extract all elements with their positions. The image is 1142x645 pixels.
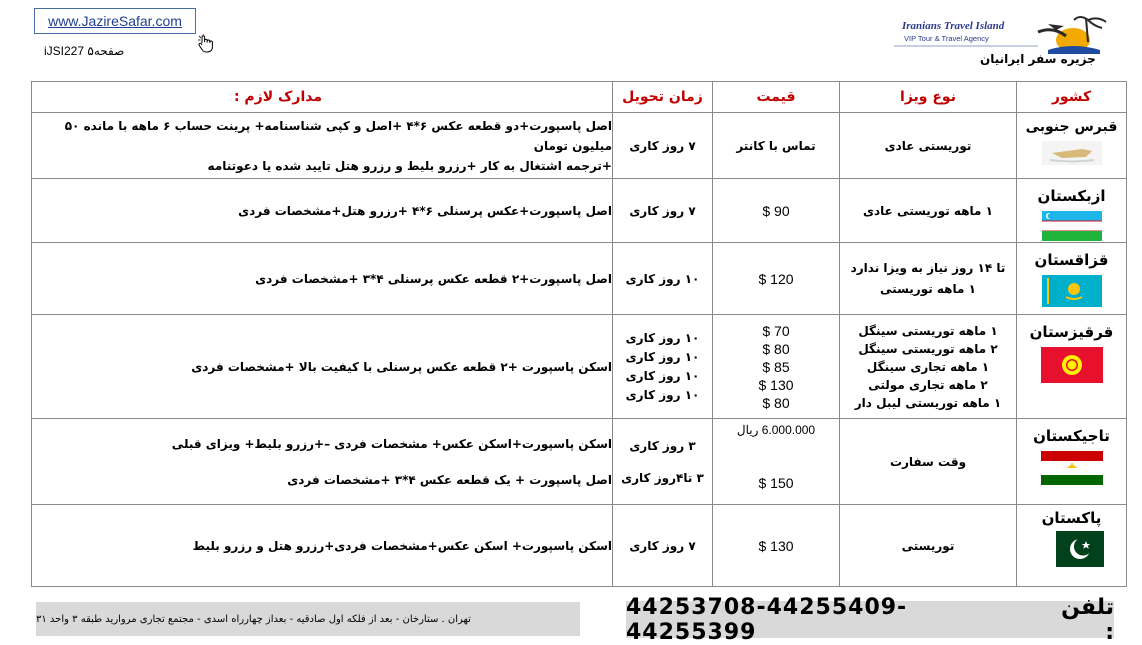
country-name: تاجیکستان (1017, 427, 1126, 445)
country-cell (1017, 315, 1127, 419)
table-row (32, 315, 1127, 419)
documents-cell (32, 113, 613, 179)
visa-type-line: توریستی عادی (840, 139, 1016, 153)
table-row (32, 179, 1127, 243)
visa-type-cell (840, 505, 1017, 587)
visa-type-line: ۱ ماهه توریستی سینگل (840, 322, 1016, 340)
visa-type-cell (840, 419, 1017, 505)
visa-type-line: ۲ ماهه توریستی سینگل (840, 340, 1016, 358)
price-cell (713, 505, 840, 587)
documents-line: اسکن پاسپورت+ اسکن عکس+مشخصات فردی+رزرو هتل و رزرو بلیط (32, 536, 612, 556)
visa-type-cell (840, 315, 1017, 419)
table-row (32, 419, 1127, 505)
duration-cell (613, 179, 713, 243)
duration-cell (613, 243, 713, 315)
duration-line: ۳ تا۴روز کاری (613, 471, 712, 485)
documents-line: اصل پاسپورت+عکس پرسنلی ۶*۴ +رزرو هتل+مشخصات فردی (32, 201, 612, 221)
documents-line: اسکن پاسپورت +۲ قطعه عکس پرسنلی با کیفیت بالا +مشخصات فردی (32, 357, 612, 377)
page-number (38, 44, 124, 58)
price-cell (713, 315, 840, 419)
country-name: قبرس جنوبی (1017, 119, 1126, 135)
duration-cell (613, 315, 713, 419)
price-cell (713, 113, 840, 179)
price-line: 130 $ (713, 538, 839, 554)
header-price: قیمت (713, 82, 840, 113)
website-link-box[interactable]: www.JazireSafar.com (34, 8, 196, 34)
price-cell (713, 419, 840, 505)
duration-cell (613, 113, 713, 179)
address-box (36, 602, 580, 636)
address-text: تهران . ستارخان - بعد از فلکه اول صادقیه - بعداز چهارراه اسدی - مجتمع تجاری مرواريد طبقه ۳ واحد ۳۱ (36, 614, 471, 625)
visa-type-line: ۲ ماهه تجاری مولتی (840, 376, 1016, 394)
header-country: کشور (1017, 82, 1127, 113)
duration-line: ۱۰ روز کاری (613, 386, 712, 405)
header-visa-type: نوع ویزا (840, 82, 1017, 113)
documents-cell (32, 505, 613, 587)
documents-line: اصل پاسپورت+۲ قطعه عکس پرسنلی ۴*۳ +مشخصات فردی (32, 269, 612, 289)
documents-cell (32, 419, 613, 505)
visa-type-line: وقت سفارت (840, 455, 1016, 469)
country-cell (1017, 505, 1127, 587)
phone-box (626, 601, 1114, 638)
duration-line: ۱۰ روز کاری (613, 329, 712, 348)
duration-cell (613, 505, 713, 587)
duration-line: ۳ روز کاری (613, 439, 712, 453)
visa-table (31, 81, 1127, 587)
price-line: 80 $ (713, 394, 839, 412)
visa-type-cell (840, 113, 1017, 179)
country-name: قزاقستان (1017, 251, 1126, 269)
duration-line: ۱۰ روز کاری (613, 272, 712, 286)
header-documents: مدارک لازم : (32, 82, 613, 113)
page-label: صفحه۵ (87, 44, 124, 58)
tajikistan-flag-icon (1041, 451, 1103, 485)
price-line: 150 $ (713, 475, 839, 491)
duration-line: ۷ روز کاری (613, 204, 712, 218)
kyrgyzstan-flag-icon (1041, 347, 1103, 383)
price-line: 70 $ (713, 322, 839, 340)
table-row (32, 113, 1127, 179)
visa-type-line: ۱ ماهه توریستی (840, 279, 1016, 300)
visa-type-line: ۱ ماهه توریستی لیبل دار (840, 394, 1016, 412)
visa-type-cell (840, 179, 1017, 243)
duration-line: ۷ روز کاری (613, 139, 712, 153)
price-line: 6.000.000 ریال (713, 423, 839, 437)
price-line: 80 $ (713, 340, 839, 358)
pakistan-flag-icon (1040, 531, 1104, 567)
phone-label: تلفن : (1046, 595, 1114, 645)
phone-numbers: 44253708-44255409-44255399 (626, 595, 1032, 645)
kazakhstan-flag-icon (1042, 275, 1102, 307)
country-name: قرقیزستان (1017, 323, 1126, 341)
logo-name-fa: جزیره سفر ایرانیان (980, 52, 1096, 66)
documents-line: +ترجمه اشتغال به کار +رزرو بلیط و رزرو هتل تایید شده یا دعوتنامه (32, 156, 612, 176)
price-line: تماس با کانتر (713, 139, 839, 153)
country-cell (1017, 113, 1127, 179)
duration-line: ۷ روز کاری (613, 539, 712, 553)
price-cell (713, 243, 840, 315)
documents-line: اصل پاسپورت + یک قطعه عکس ۴*۳ +مشخصات فردی (32, 470, 612, 490)
table-row (32, 505, 1127, 587)
country-cell (1017, 243, 1127, 315)
country-cell (1017, 419, 1127, 505)
cyprus-flag-icon (1042, 141, 1102, 165)
country-name: ازبکستان (1017, 187, 1126, 205)
visa-type-line: ۱ ماهه توریستی عادی (840, 204, 1016, 218)
documents-cell (32, 315, 613, 419)
documents-line: اصل پاسپورت+دو قطعه عکس ۶*۴ +اصل و کپی شناسنامه+ پرینت حساب ۶ ماهه با مانده ۵۰ میلیون تومان (32, 116, 612, 156)
page-code: iJSI227 (44, 44, 84, 58)
visa-type-line: ۱ ماهه تجاری سینگل (840, 358, 1016, 376)
uzbekistan-flag-icon (1042, 211, 1102, 241)
logo-tagline-en: VIP Tour & Travel Agency (904, 34, 989, 43)
duration-line: ۱۰ روز کاری (613, 348, 712, 367)
visa-type-line: تا ۱۴ روز نیاز به ویزا ندارد (840, 258, 1016, 279)
visa-type-line: توریستی (840, 539, 1016, 553)
visa-type-cell (840, 243, 1017, 315)
country-name: پاکستان (1017, 509, 1126, 527)
duration-line: ۱۰ روز کاری (613, 367, 712, 386)
documents-line: اسکن پاسپورت+اسکن عکس+ مشخصات فردی –+رزرو بلیط+ ویزای قبلی (32, 434, 612, 454)
price-line: 130 $ (713, 376, 839, 394)
price-cell (713, 179, 840, 243)
price-line: 90 $ (713, 203, 839, 219)
header-duration: زمان تحویل (613, 82, 713, 113)
hand-cursor-icon (197, 34, 215, 54)
table-row (32, 243, 1127, 315)
price-line: 85 $ (713, 358, 839, 376)
table-header-row (32, 82, 1127, 113)
duration-cell (613, 419, 713, 505)
logo-name-en: Iranians Travel Island (902, 20, 1004, 32)
documents-cell (32, 243, 613, 315)
documents-cell (32, 179, 613, 243)
country-cell (1017, 179, 1127, 243)
price-line: 120 $ (713, 271, 839, 287)
